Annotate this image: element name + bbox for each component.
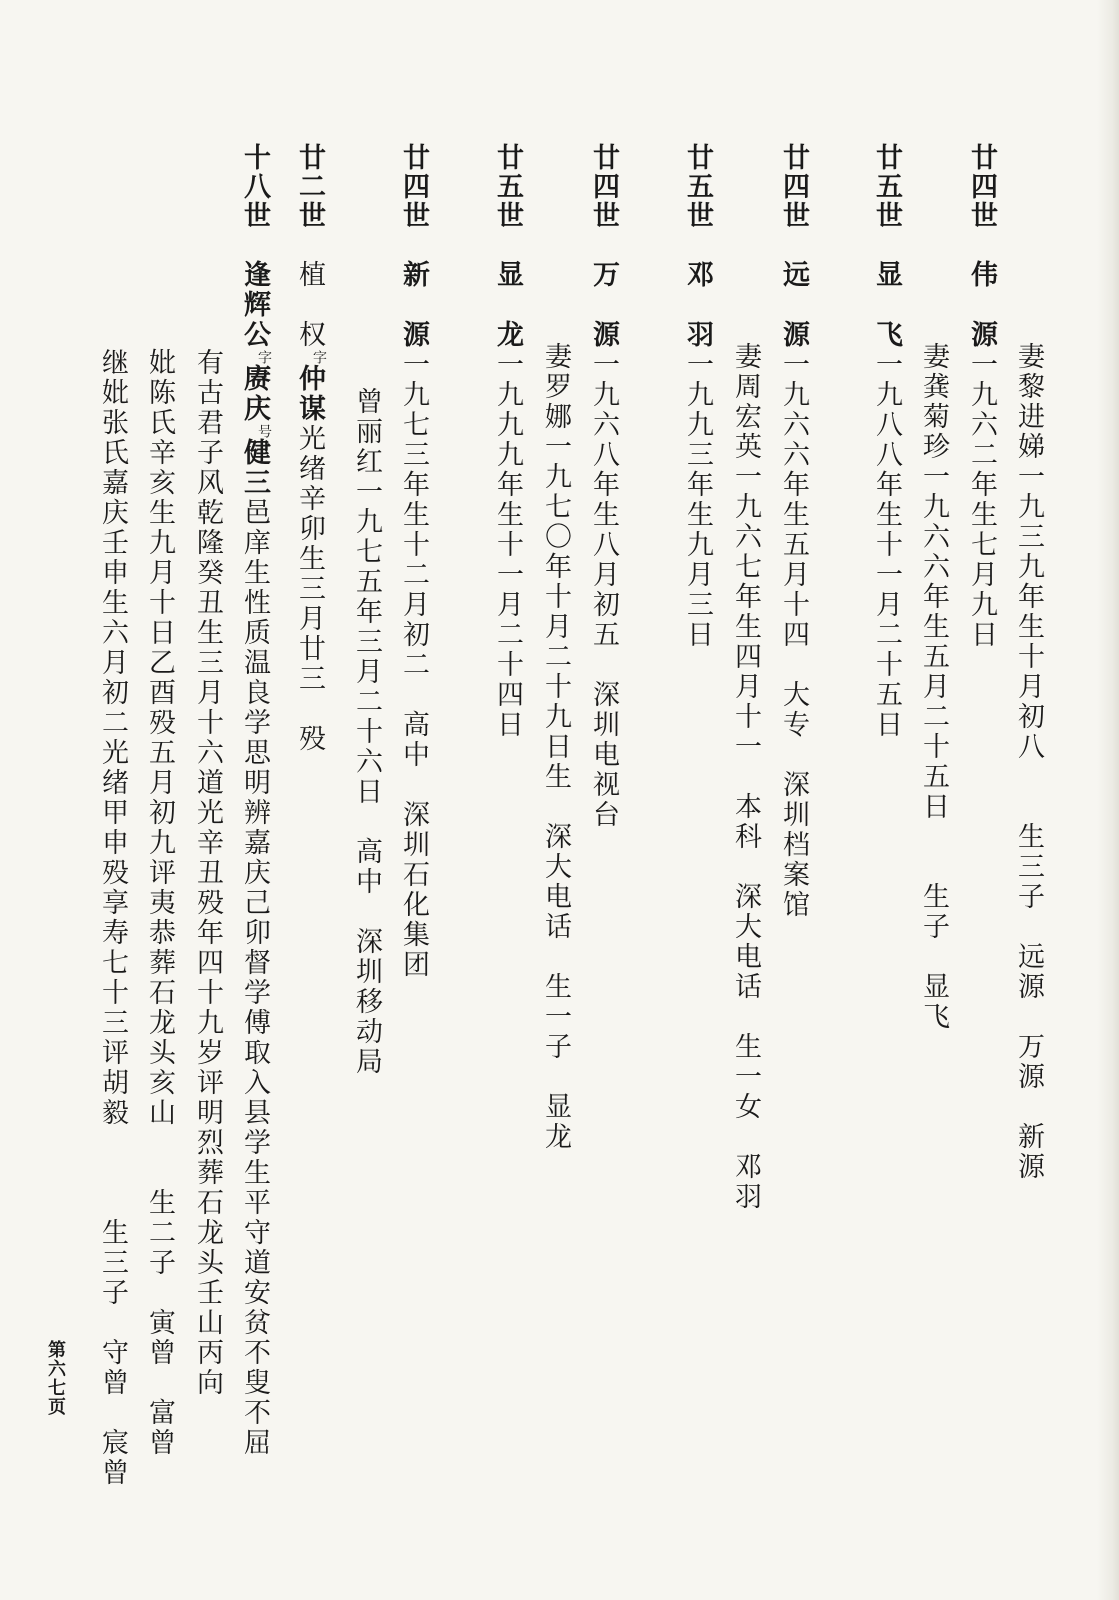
column-text: 妻罗娜一九七〇年十月二十九日生 深大电话 生一子 显龙 xyxy=(540,342,571,1152)
person-name: 邓 羽 xyxy=(682,260,713,350)
genealogy-entry xyxy=(684,143,711,650)
genealogy-entry xyxy=(968,143,995,650)
person-name: 远 源 xyxy=(778,260,809,350)
text-column xyxy=(194,348,221,1398)
page-edge xyxy=(1097,0,1119,1600)
entry-text: 邑庠生性质温良学思明辨嘉庆己卯督学傅取入县学生平守道安贫不叟不屈 xyxy=(239,498,270,1458)
column-text: 妣陈氏辛亥生九月十日乙酉殁五月初九评夷恭葬石龙头亥山 生二子 寅曾 富曾 xyxy=(144,348,175,1458)
entry-text: 一九九三年生九月三日 xyxy=(682,350,713,650)
text-column xyxy=(1015,342,1042,1182)
person-name: 万 源 xyxy=(588,260,619,350)
column-text: 有古君子风乾隆癸丑生三月十六道光辛丑殁年四十九岁评明烈葬石龙头壬山丙向 xyxy=(192,348,223,1398)
entry-text: 一九六二年生七月九日 xyxy=(966,350,997,650)
courtesy-name: 赓庆 xyxy=(239,364,270,424)
courtesy-name: 仲谋 xyxy=(294,364,325,424)
generation-label: 十八世 xyxy=(239,143,270,230)
generation-label: 廿五世 xyxy=(682,143,713,230)
text-column xyxy=(146,348,173,1458)
zi-mark: 字 xyxy=(256,350,272,364)
genealogy-entry xyxy=(873,143,900,740)
text-column xyxy=(542,342,569,1152)
entry-text: 一九六六年生五月十四 大专 深圳档案馆 xyxy=(778,350,809,920)
entry-text: 一九六八年生八月初五 深圳电视台 xyxy=(588,350,619,830)
person-name: 显 飞 xyxy=(871,260,902,350)
generation-label: 廿五世 xyxy=(492,143,523,230)
person-name: 新 源 xyxy=(398,260,429,350)
person-name: 逢辉公 xyxy=(239,260,270,350)
genealogy-entry xyxy=(494,143,521,740)
entry-text: 一九八八年生十一月二十五日 xyxy=(871,350,902,740)
text-column xyxy=(920,342,947,1032)
genealogy-entry xyxy=(780,143,807,920)
person-name: 伟 源 xyxy=(966,260,997,350)
genealogy-entry xyxy=(400,143,427,980)
page-number: 第六七页 xyxy=(45,1340,66,1416)
genealogy-entry xyxy=(241,143,271,1458)
generation-label: 廿四世 xyxy=(588,143,619,230)
column-text: 妻龚菊珍一九六六年生五月二十五日 生子 显飞 xyxy=(918,342,949,1032)
person-name: 植 权 xyxy=(294,260,325,350)
column-text: 曾丽红一九七五年三月二十六日 高中 深圳移动局 xyxy=(351,387,382,1077)
text-column xyxy=(99,348,126,1488)
generation-label: 廿四世 xyxy=(966,143,997,230)
generation-label: 廿四世 xyxy=(778,143,809,230)
column-text: 继妣张氏嘉庆壬申生六月初二光绪甲申殁享寿七十三评胡毅 生三子 守曾 宸曾 xyxy=(97,348,128,1488)
person-name: 显 龙 xyxy=(492,260,523,350)
column-text: 妻黎进娣一九三九年生十月初八 生三子 远源 万源 新源 xyxy=(1013,342,1044,1182)
column-text: 妻周宏英一九六七年生四月十一 本科 深大电话 生一女 邓羽 xyxy=(730,342,761,1212)
entry-text: 光绪辛卯生三月廿三 殁 xyxy=(294,424,325,754)
generation-label: 廿二世 xyxy=(294,143,325,230)
generation-label: 廿四世 xyxy=(398,143,429,230)
hao-mark: 号 xyxy=(256,424,272,438)
entry-text: 一九七三年生十二月初二 高中 深圳石化集团 xyxy=(398,350,429,980)
generation-label: 廿五世 xyxy=(871,143,902,230)
zi-mark: 字 xyxy=(311,350,327,364)
genealogy-entry xyxy=(296,143,326,754)
text-column xyxy=(353,387,380,1077)
art-name: 健三 xyxy=(239,438,270,498)
genealogy-entry xyxy=(590,143,617,830)
text-column xyxy=(732,342,759,1212)
entry-text: 一九九九年生十一月二十四日 xyxy=(492,350,523,740)
